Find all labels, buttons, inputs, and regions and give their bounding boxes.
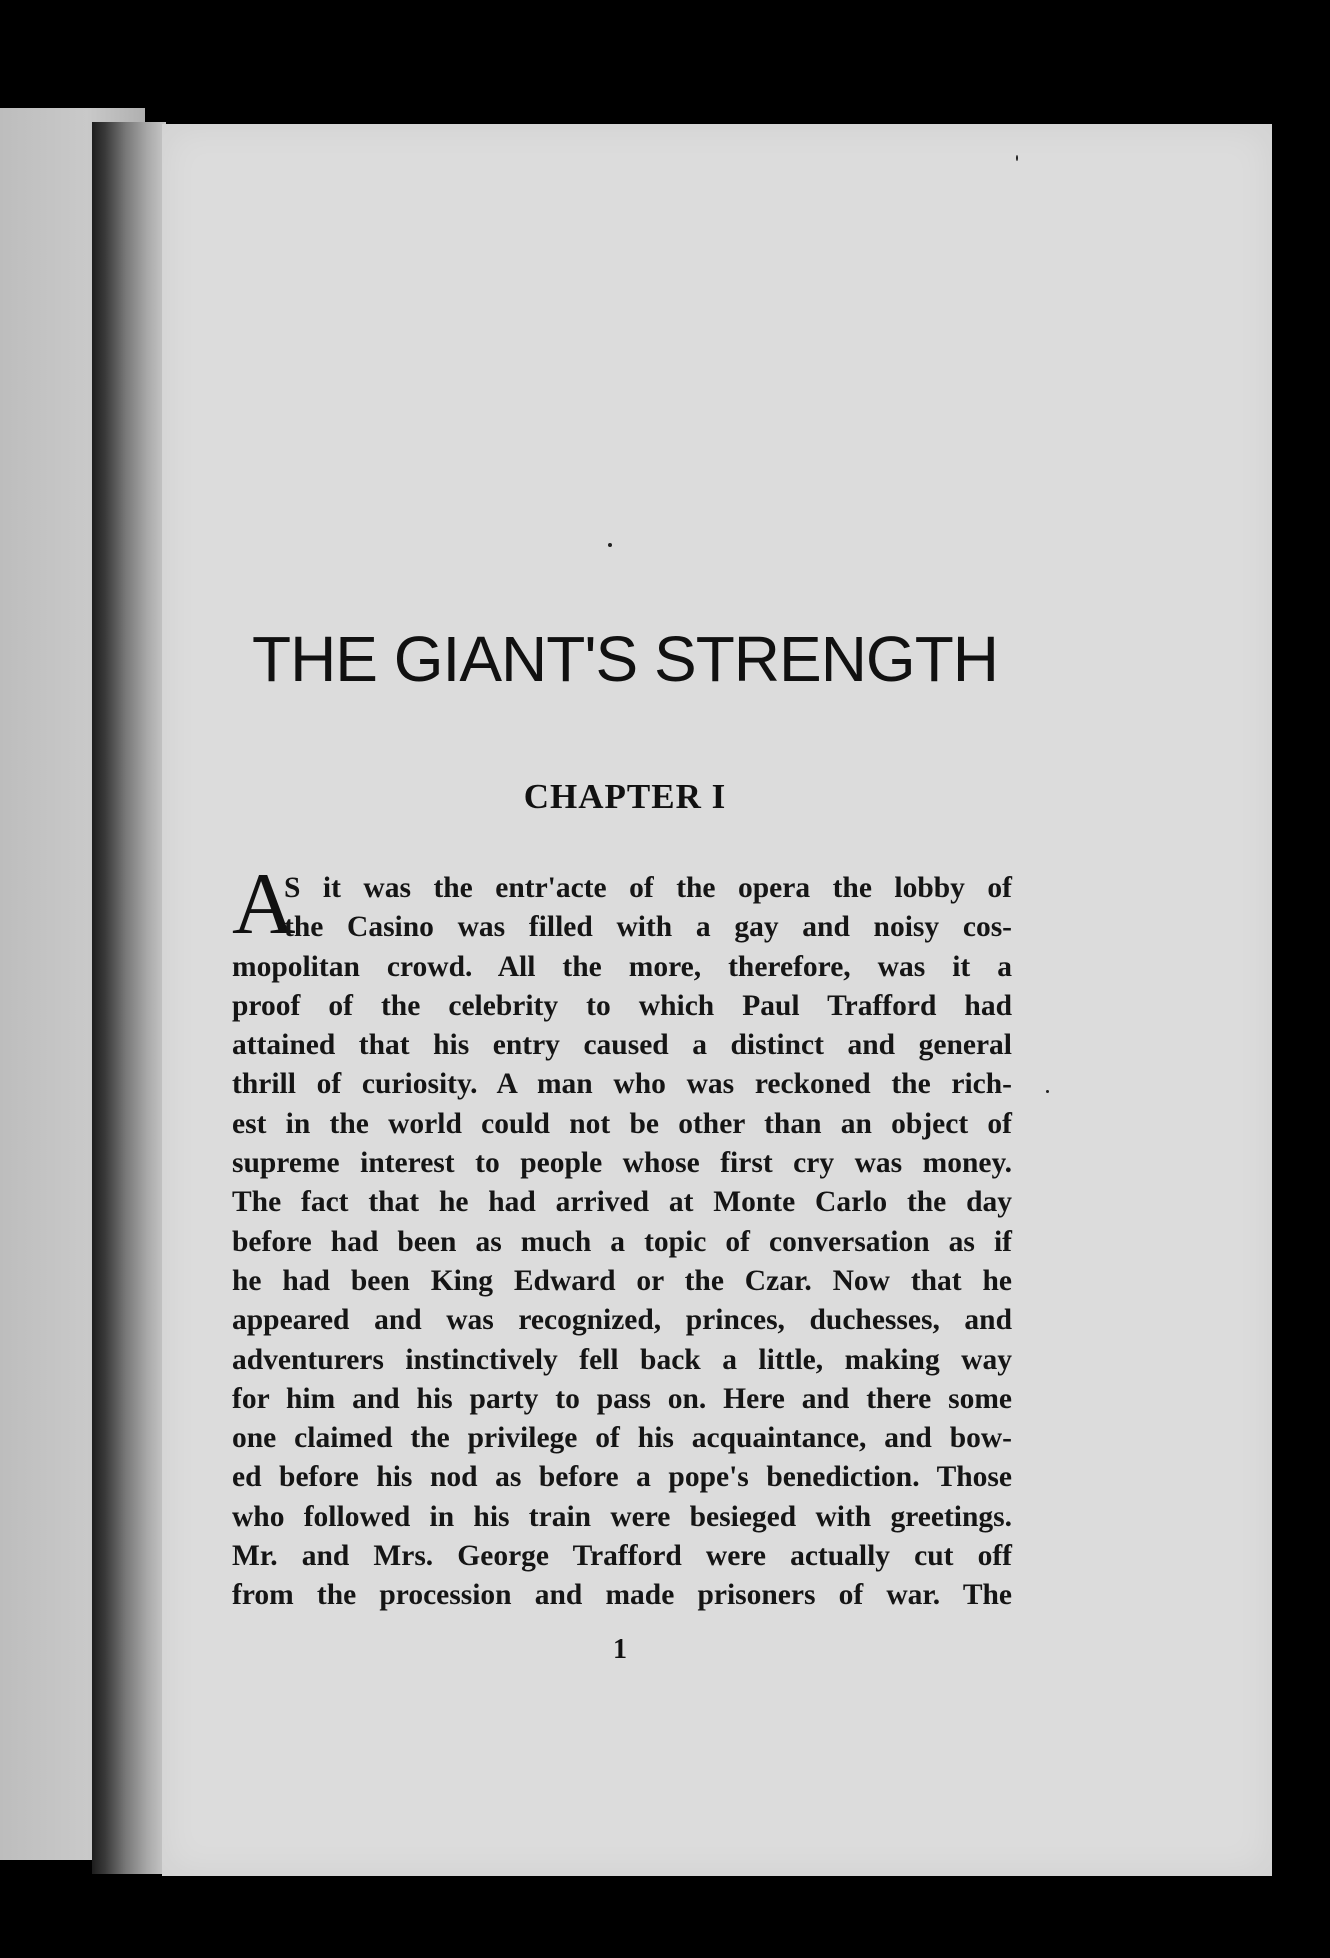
dust-speck — [1046, 1090, 1049, 1093]
page-number: 1 — [613, 1634, 627, 1665]
body-line: thrill of curiosity. A man who was reckoned the rich- — [232, 1068, 1012, 1101]
chapter-heading: CHAPTER I — [523, 777, 727, 816]
body-line: ed before his nod as before a pope's benediction. Those — [232, 1461, 1012, 1494]
chapter-body — [232, 869, 1012, 1616]
body-line: est in the world could not be other than an object of — [232, 1107, 1012, 1140]
body-line: attained that his entry caused a distinct and general — [232, 1029, 1012, 1062]
body-line: before had been as much a topic of conversation as if — [232, 1225, 1012, 1258]
body-line: supreme interest to people whose first cry was money. — [232, 1147, 1012, 1180]
body-line: mopolitan crowd. All the more, therefore, was it a — [232, 950, 1012, 983]
body-line: he had been King Edward or the Czar. Now that he — [232, 1264, 1012, 1297]
dust-speck — [608, 543, 612, 547]
body-line: appeared and was recognized, princes, duchesses, and — [232, 1304, 1012, 1337]
body-line: from the procession and made prisoners of war. The — [232, 1579, 1012, 1612]
body-line: adventurers instinctively fell back a little, making way — [232, 1343, 1012, 1376]
book-title: THE GIANT'S STRENGTH — [251, 623, 999, 695]
body-line: The fact that he had arrived at Monte Carlo the day — [232, 1186, 1012, 1219]
body-line: who followed in his train were besieged with greetings. — [232, 1500, 1012, 1533]
body-line: one claimed the privilege of his acquaintance, and bow- — [232, 1422, 1012, 1455]
body-line: the Casino was filled with a gay and noisy cos- — [284, 911, 1012, 944]
book-gutter — [92, 122, 166, 1874]
body-line: S it was the entr'acte of the opera the lobby of — [284, 872, 1012, 904]
drop-cap: A — [232, 856, 296, 953]
dust-speck — [1016, 155, 1018, 161]
body-line: for him and his party to pass on. Here and there some — [232, 1382, 1012, 1415]
body-line: proof of the celebrity to which Paul Trafford had — [232, 989, 1012, 1022]
body-line: Mr. and Mrs. George Trafford were actually cut off — [232, 1540, 1012, 1573]
